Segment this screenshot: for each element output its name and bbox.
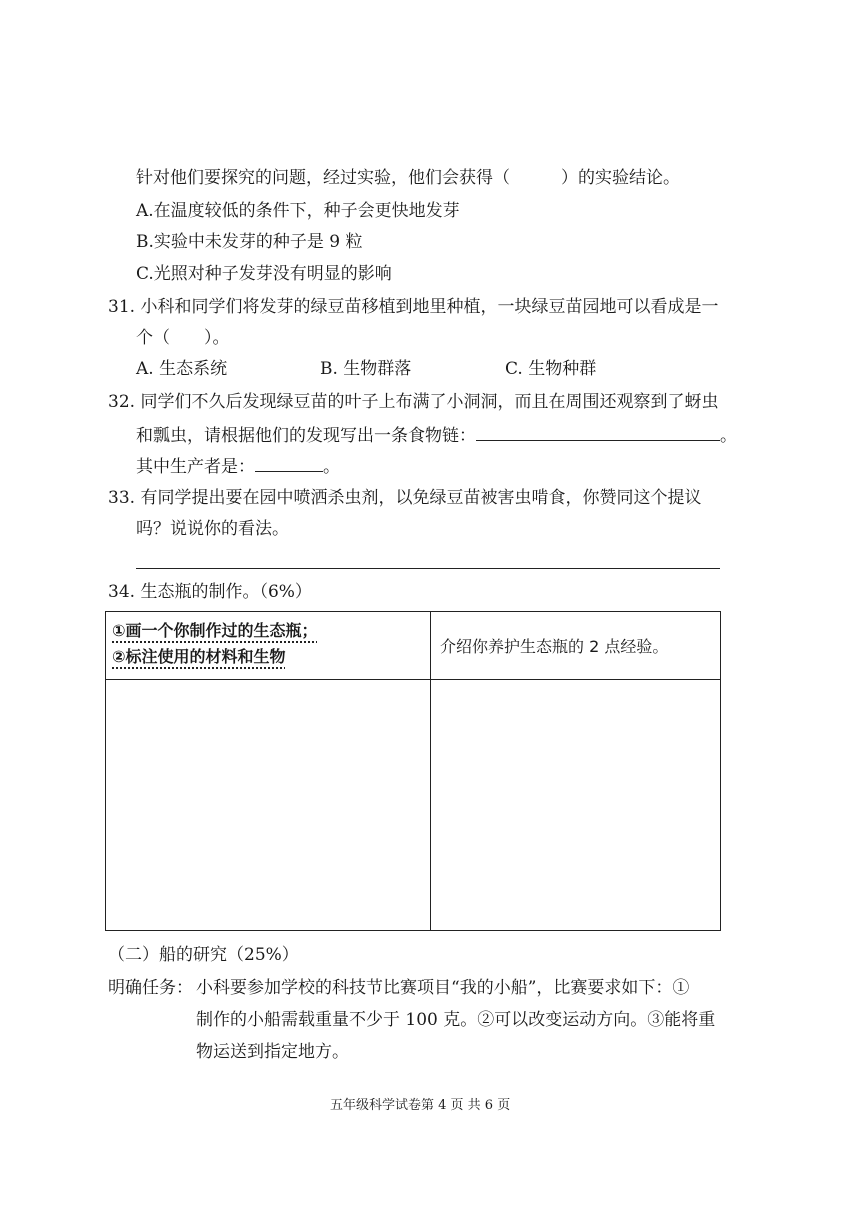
- q33-answer-line[interactable]: [136, 568, 720, 569]
- left-header-cell: [112, 618, 318, 670]
- q34-title: 34. 生态瓶的制作。（6%）: [108, 582, 312, 602]
- producer-answer-blank[interactable]: [255, 453, 323, 472]
- task-line2: 制作的小船需载重量不少于 100 克。②可以改变运动方向。③能将重: [196, 1010, 716, 1030]
- q32-line2-suffix: 。: [720, 426, 737, 446]
- right-header-cell: 介绍你养护生态瓶的 2 点经验。: [440, 637, 669, 656]
- left-header-line2: ②标注使用的材料和生物: [112, 647, 286, 666]
- drawing-answer-area[interactable]: [106, 680, 429, 930]
- task-line3: 物运送到指定地方。: [196, 1042, 349, 1062]
- q31-line1: 31. 小科和同学们将发芽的绿豆苗移植到地里种植，一块绿豆苗园地可以看成是一: [108, 297, 719, 317]
- q32-line3: [136, 453, 340, 479]
- q31-option-b[interactable]: B. 生物群落: [320, 359, 412, 379]
- q33-line2: 吗？说说你的看法。: [136, 519, 289, 539]
- q32-line3-prefix: 其中生产者是：: [136, 457, 255, 477]
- q30-option-b[interactable]: B.实验中未发芽的种子是 9 粒: [136, 232, 363, 252]
- q30-option-c[interactable]: C.光照对种子发芽没有明显的影响: [136, 264, 392, 284]
- task-label: 明确任务：: [108, 978, 193, 998]
- q30-stem: 针对他们要探究的问题，经过实验，他们会获得（ ）的实验结论。: [136, 168, 680, 188]
- left-header-line1: ①画一个你制作过的生态瓶；: [112, 621, 318, 640]
- q32-line1: 32. 同学们不久后发现绿豆苗的叶子上布满了小洞洞，而且在周围还观察到了蚜虫: [108, 392, 719, 412]
- eco-bottle-table: [105, 611, 721, 931]
- q30-option-a[interactable]: A.在温度较低的条件下，种子会更快地发芽: [136, 201, 460, 221]
- q31-option-a[interactable]: A. 生态系统: [136, 359, 228, 379]
- food-chain-answer-blank[interactable]: [476, 422, 720, 441]
- q32-line2: [136, 422, 737, 448]
- table-column-divider: [430, 612, 431, 930]
- q32-line3-suffix: 。: [323, 457, 340, 477]
- section2-heading: （二）船的研究（25%）: [108, 945, 299, 965]
- q31-option-c[interactable]: C. 生物种群: [505, 359, 597, 379]
- experience-answer-area[interactable]: [432, 680, 720, 930]
- q31-line2: 个（ ）。: [136, 328, 230, 348]
- q32-line2-prefix: 和瓢虫，请根据他们的发现写出一条食物链：: [136, 426, 476, 446]
- q33-line1: 33. 有同学提出要在园中喷洒杀虫剂，以免绿豆苗被害虫啃食，你赞同这个提议: [108, 488, 702, 508]
- page-footer: 五年级科学试卷第 4 页 共 6 页: [330, 1098, 511, 1113]
- task-line1: 小科要参加学校的科技节比赛项目“我的小船”，比赛要求如下：①: [196, 978, 690, 998]
